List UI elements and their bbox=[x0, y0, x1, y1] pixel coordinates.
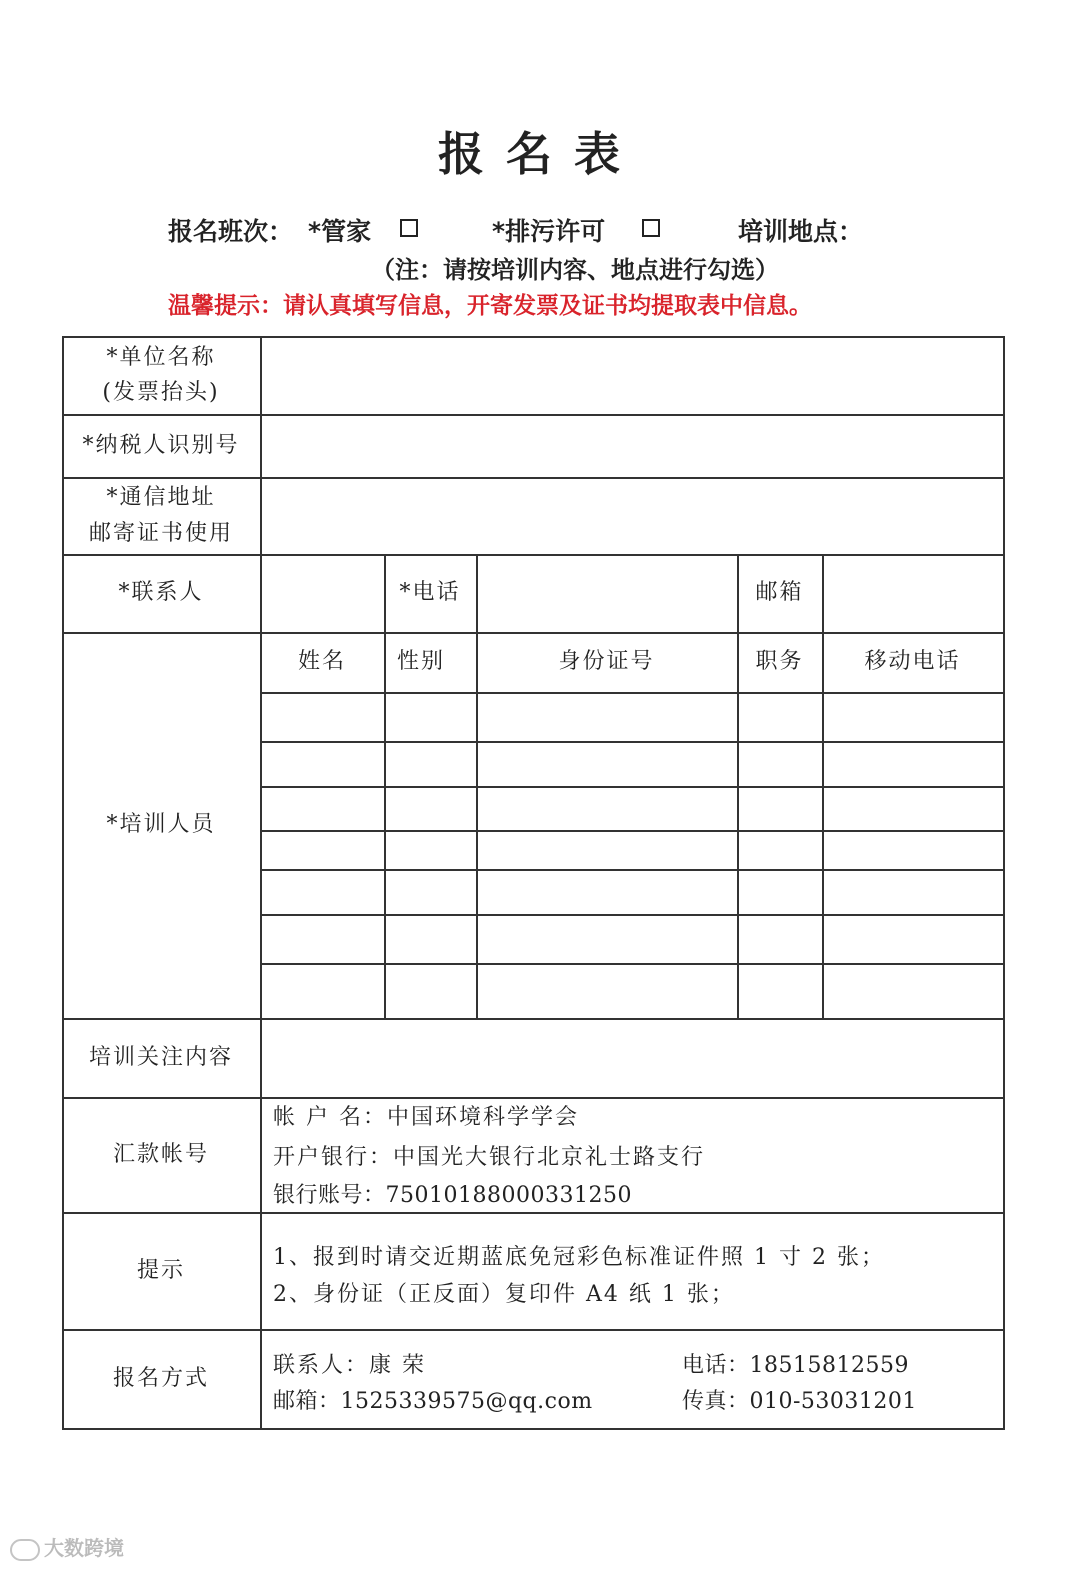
option-permit-checkbox[interactable] bbox=[642, 219, 660, 237]
page-title: 报名表 bbox=[438, 127, 642, 181]
contact-field[interactable] bbox=[262, 556, 383, 631]
hint-label: 提示 bbox=[136, 1257, 185, 1283]
option-permit-label: *排污许可 bbox=[492, 217, 606, 246]
unit-name-label: *单位名称 (发票抬头) bbox=[102, 344, 220, 405]
selection-note: （注：请按培训内容、地点进行勾选） bbox=[371, 256, 779, 284]
remit-label: 汇款帐号 bbox=[112, 1141, 209, 1167]
focus-label: 培训关注内容 bbox=[88, 1044, 233, 1070]
trainee-rows[interactable] bbox=[262, 694, 1002, 1016]
focus-field[interactable] bbox=[262, 1020, 1002, 1096]
remit-account-number: 银行账号：75010188000331250 bbox=[273, 1183, 632, 1208]
phone-label: *电话 bbox=[399, 580, 461, 606]
column-header-gender: 性别 bbox=[396, 649, 445, 675]
signup-contact: 联系人：康 荣 bbox=[273, 1353, 426, 1378]
unit-name-field[interactable] bbox=[262, 338, 1002, 413]
email-field[interactable] bbox=[824, 556, 1002, 631]
address-label: *通信地址 邮寄证书使用 bbox=[88, 485, 233, 546]
address-field[interactable] bbox=[262, 479, 1002, 553]
warm-tip: 温馨提示：请认真填写信息，开寄发票及证书均提取表中信息。 bbox=[168, 293, 812, 319]
contact-label: *联系人 bbox=[118, 580, 204, 606]
signup-email: 邮箱：1525339575@qq.com bbox=[273, 1389, 593, 1414]
signup-label: 报名方式 bbox=[112, 1365, 209, 1391]
taxpayer-id-field[interactable] bbox=[262, 416, 1002, 476]
phone-field[interactable] bbox=[478, 556, 736, 631]
watermark-logo-icon bbox=[10, 1539, 40, 1561]
hint-item: 2、身份证（正反面）复印件 A4 纸 1 张； bbox=[273, 1282, 735, 1307]
hint-item: 1、报到时请交近期蓝底免冠彩色标准证件照 1 寸 2 张； bbox=[273, 1245, 885, 1270]
taxpayer-id-label: *纳税人识别号 bbox=[82, 432, 240, 458]
signup-phone: 电话：18515812559 bbox=[682, 1353, 909, 1378]
location-label: 培训地点： bbox=[738, 217, 864, 246]
watermark: 大数跨境 bbox=[10, 1532, 124, 1561]
class-label: 报名班次： bbox=[168, 217, 294, 246]
column-header-name: 姓名 bbox=[297, 649, 346, 675]
option-butler-label: *管家 bbox=[308, 217, 372, 246]
column-header-id-number: 身份证号 bbox=[558, 649, 655, 675]
column-header-position: 职务 bbox=[755, 649, 804, 675]
trainees-label: *培训人员 bbox=[106, 812, 216, 838]
column-header-mobile: 移动电话 bbox=[864, 649, 961, 675]
email-label: 邮箱 bbox=[755, 580, 804, 606]
remit-account-name: 帐 户 名：中国环境科学学会 bbox=[273, 1105, 579, 1130]
remit-bank: 开户银行：中国光大银行北京礼士路支行 bbox=[273, 1145, 706, 1170]
option-butler-checkbox[interactable] bbox=[400, 219, 418, 237]
signup-fax: 传真：010-53031201 bbox=[682, 1389, 917, 1414]
